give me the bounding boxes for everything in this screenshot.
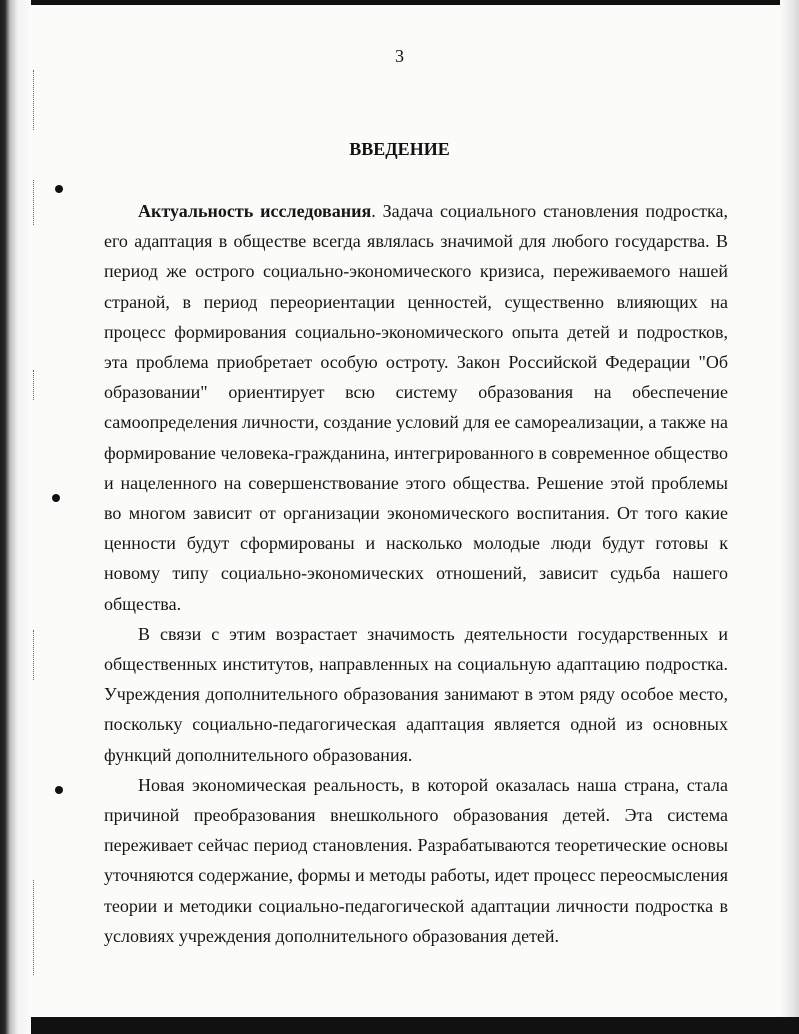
binding-hole-mark [52,494,60,502]
paragraph-lead: Актуальность исследования [138,201,372,221]
page-number: 3 [395,46,404,66]
margin-binding-marks [33,370,44,400]
binding-hole-mark [55,786,63,794]
paragraph-institutions: В связи с этим возрастает значимость деятельности государственных и общественных институтов, направленных на социальную адаптацию подростка. Учреждения дополнительного образования занимают в этом ряду особое место, поскольку социально-педагогическая адаптация является одной из основных функций дополнительного образования. [104,623,728,765]
section-title: ВВЕДЕНИЕ [349,139,450,159]
margin-binding-marks [33,630,44,680]
margin-binding-marks [33,880,44,975]
scan-top-border [0,0,799,5]
margin-binding-marks [33,70,44,130]
paragraph-relevance [104,196,728,619]
body-text [104,196,728,951]
binding-hole-mark [55,185,63,193]
scan-bottom-border [31,1017,799,1034]
paragraph-text: . Задача социального становления подростка, его адаптация в обществе всегда являлась значимой для любого государства. В период же острого социально-экономического кризиса, переживаемого нашей страной, в период переориентации ценностей, существенно влияющих на процесс формирования социально-экономического опыта детей и подростков, эта проблема приобретает особую остроту. Закон Российской Федерации "Об образовании" ориентирует всю систему образования на обеспечение самоопределения личности, создание условий для ее самореализации, а также на формирование человека-гражданина, интегрированного в современное общество и нацеленного на совершенствование этого общества. Решение этой проблемы во многом зависит от организации экономического воспитания. От того какие ценности будут сформированы и насколько молодые люди будут готовы к новому типу социально-экономических отношений, зависит судьба нашего общества. [104,201,728,614]
paragraph-new-reality: Новая экономическая реальность, в которой оказалась наша страна, стала причиной преобразования внешкольного образования детей. Эта система переживает сейчас период становления. Разрабатываются теоретические основы уточняются содержание, формы и методы работы, идет процесс переосмысления теории и методики социально-педагогической адаптации личности подростка в условиях учреждения дополнительного образования детей. [104,774,728,946]
margin-binding-marks [33,180,44,225]
